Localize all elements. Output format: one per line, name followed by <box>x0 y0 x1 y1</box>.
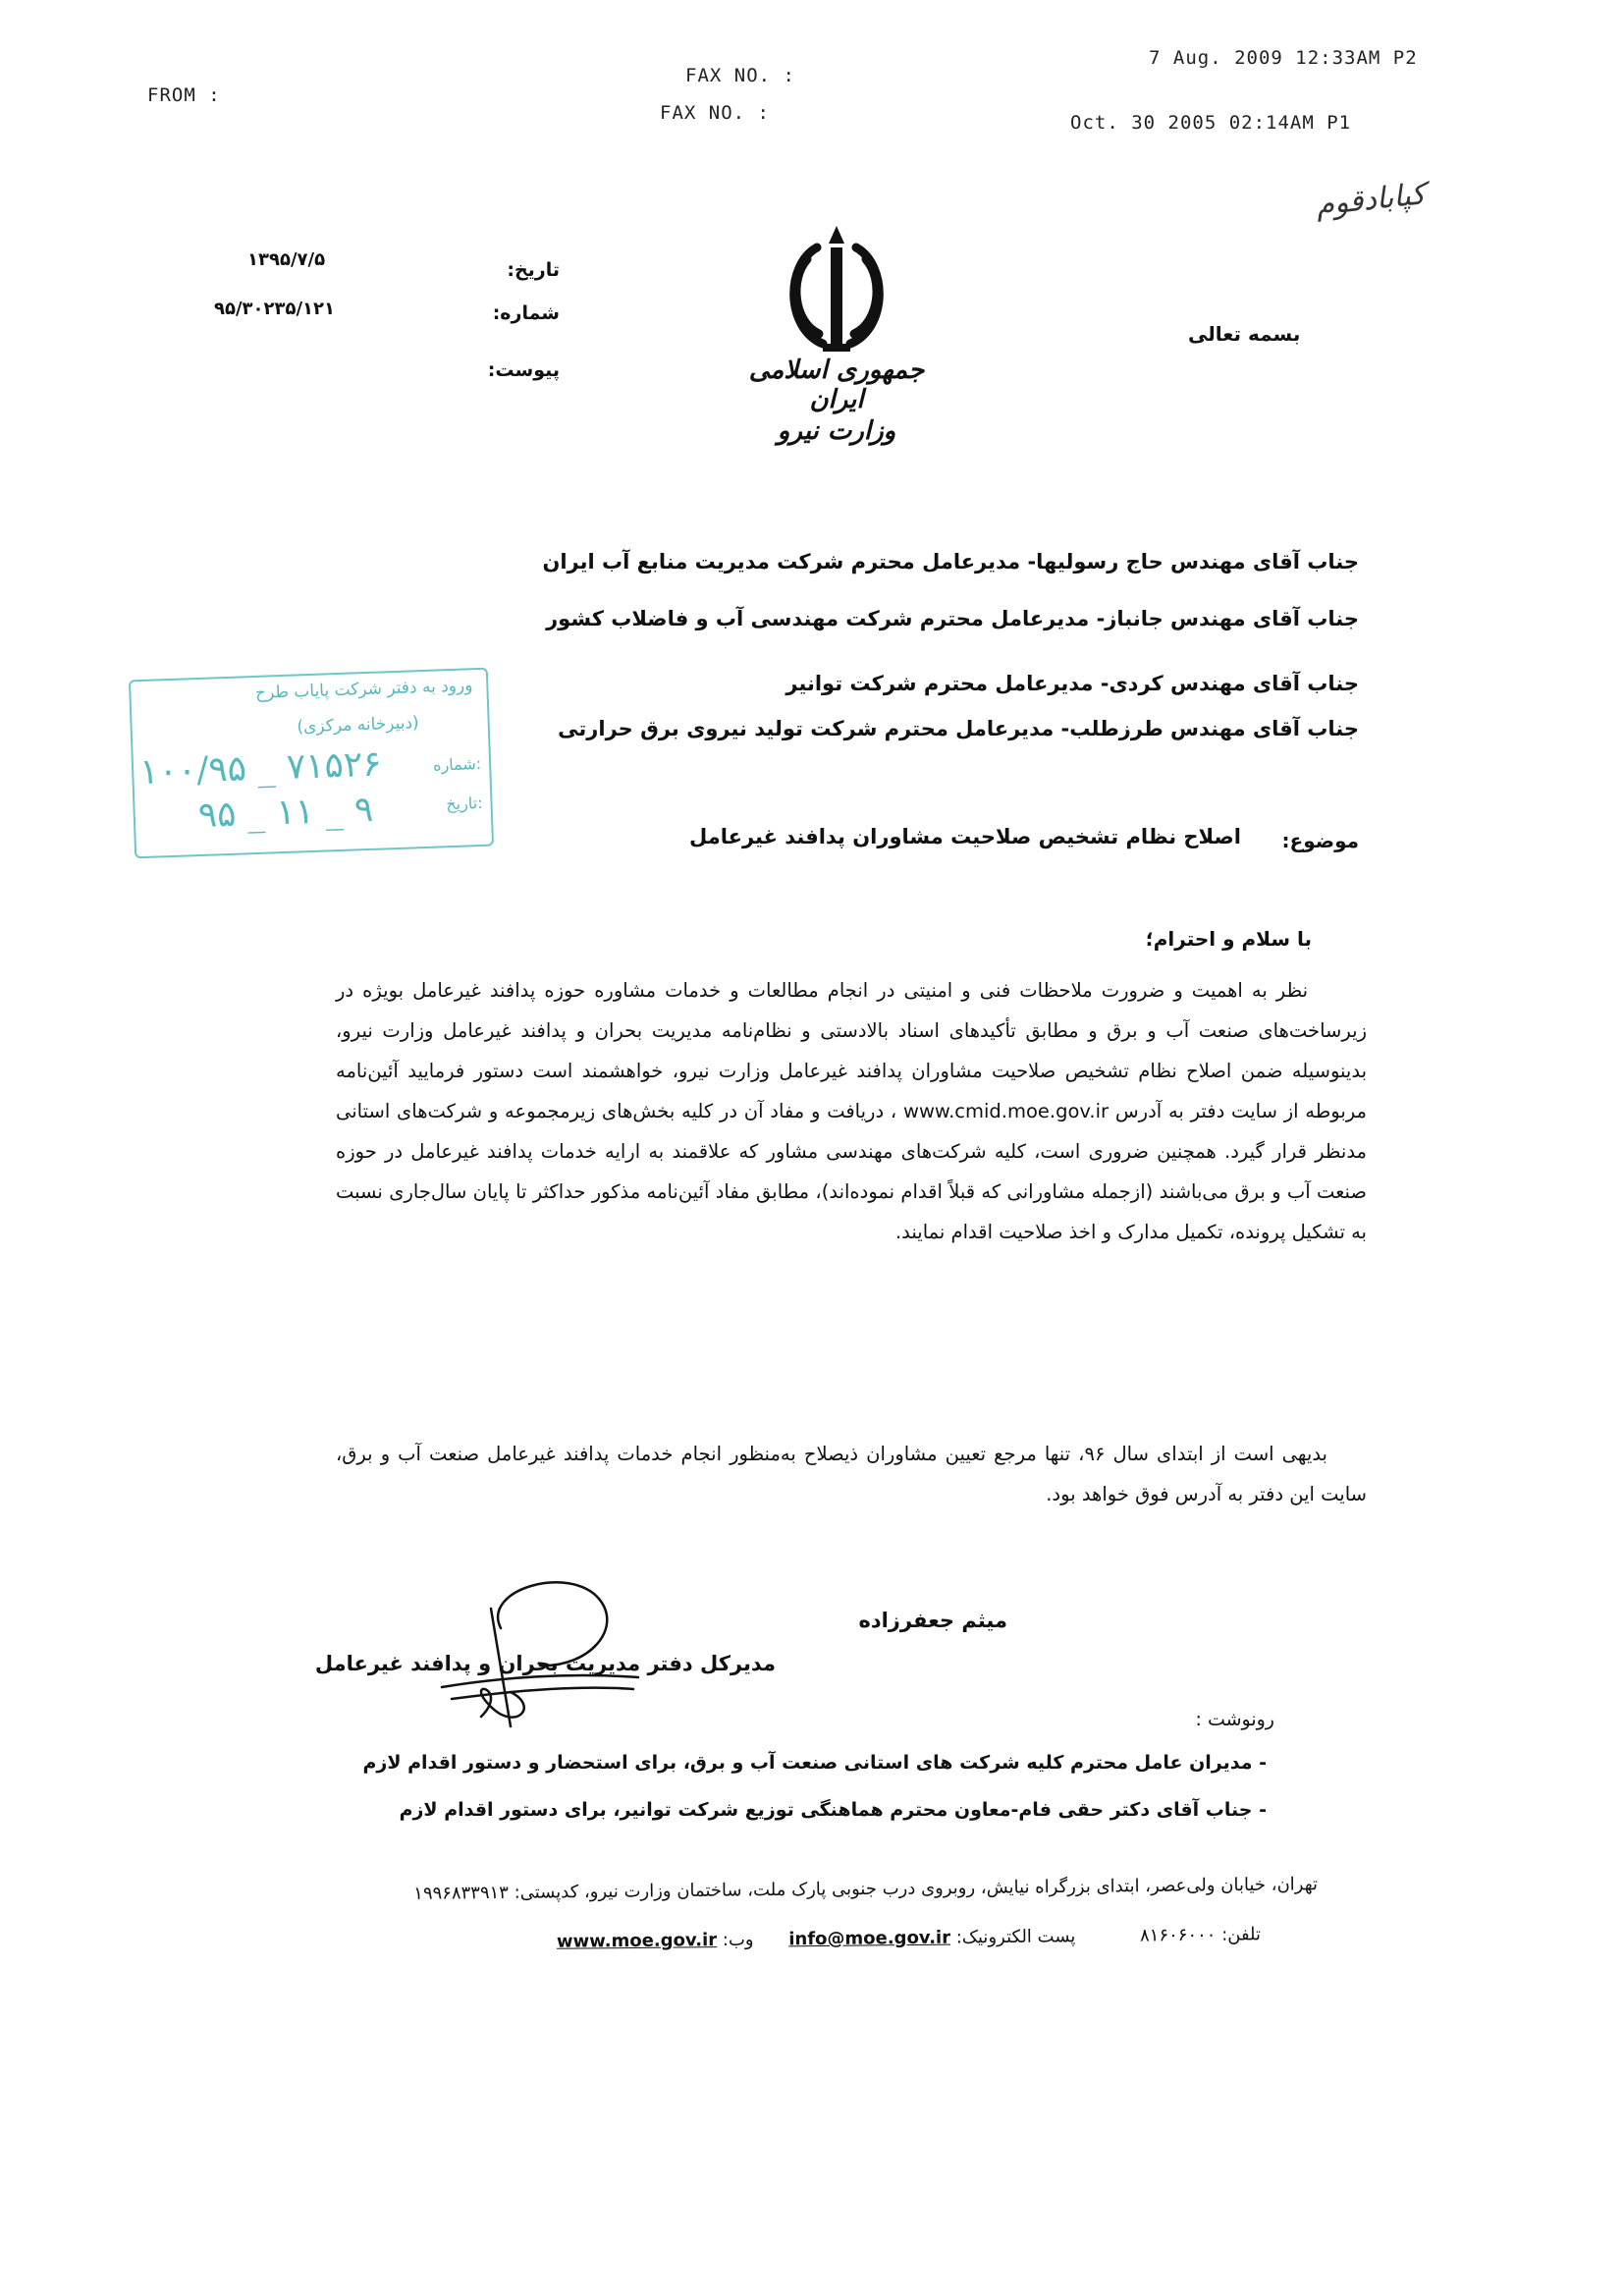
basmala: بسمه تعالی <box>1188 322 1301 346</box>
fax-from: FROM : <box>147 84 221 106</box>
number-label: شماره: <box>492 302 560 324</box>
cc-line-2: - جناب آقای دکتر حقی فام-معاون محترم هماهنگی توزیع شرکت توانیر، برای دستور اقدام لازم <box>399 1799 1267 1821</box>
body-paragraph-1: نظر به اهمیت و ضرورت ملاحظات فنی و امنیتی در انجام مطالعات و خدمات مشاوره حوزه پدافند غیرعامل بویژه در زیرساخت‌های صنعت آب و برق و مطابق تأکیدهای اسناد بالادستی و نظام‌نامه مدیریت بحران و پدافند غیرعامل وزارت نیرو، بدینوسیله ضمن اصلاح نظام تشخیص صلاحیت مشاوران پدافند غیرعامل وزارت نیرو، خواهشمند است دستور فرمایید آئین‌نامه مربوطه از سایت دفتر به آدرس www.cmid.moe.gov.ir ، دریافت و مفاد آن در کلیه بخش‌های زیرمجموعه و شرکت‌های استانی مدنظر قرار گیرد. همچنین ضروری است، کلیه شرکت‌های مهندسی مشاور که علاقمند به ارایه خدمات پدافند غیرعامل در حوزه صنعت آب و برق می‌باشند (ازجمله مشاورانی که قبلاً اقدام نموده‌اند)، مطابق مفاد آئین‌نامه مذکور حداکثر تا پایان سال‌جاری نسبت به تشکیل پرونده، تکمیل مدارک و اخذ صلاحیت اقدام نمایند. <box>336 979 1367 1243</box>
fax-timestamp-2: Oct. 30 2005 02:14AM P1 <box>1070 112 1352 134</box>
attachment-label: پیوست: <box>487 359 560 381</box>
date-label: تاریخ: <box>507 259 560 281</box>
number-value: ۹۵/۳۰۲۳۵/۱۲۱ <box>214 299 336 319</box>
footer-email-label: پست الکترونیک: <box>955 1926 1076 1948</box>
iran-emblem <box>768 218 905 369</box>
signatory-title: مدیرکل دفتر مدیریت بحران و پدافند غیرعامل <box>314 1652 776 1675</box>
cc-line-1: - مدیران عامل محترم کلیه شرکت های استانی صنعت آب و برق، برای استحضار و دستور اقدام لازم <box>362 1752 1267 1774</box>
footer-contacts <box>377 1924 1261 1953</box>
stamp-number-handwritten: ۱۰۰/۹۵ _ ۷۱۵۲۶ <box>138 743 383 793</box>
subject-label: موضوع: <box>1281 829 1359 852</box>
footer-phone: ۸۱۶۰۶۰۰۰ <box>1139 1924 1217 1946</box>
emblem-title: جمهوری اسلامی ایران <box>748 355 925 414</box>
date-value: ۱۳۹۵/۷/۵ <box>247 249 326 270</box>
body-paragraph-2: بدیهی است از ابتدای سال ۹۶، تنها مرجع تعیین مشاوران ذیصلاح به‌منظور انجام خدمات پدافند غیرعامل صنعت آب و برق، سایت این دفتر به آدرس فوق خواهد بود. <box>336 1443 1367 1505</box>
footer-address: تهران، خیابان ولی‌عصر، ابتدای بزرگراه نیایش، روبروی درب جنوبی پارک ملت، ساختمان وزارت نیرو، کدپستی: ۱۹۹۶۸۳۳۹۱۳ <box>413 1874 1319 1904</box>
handwritten-note: کپابادقوم <box>1314 177 1428 223</box>
recipient-4: جناب آقای مهندس طرزطلب- مدیرعامل محترم شرکت تولید نیروی برق حرارتی <box>558 717 1359 740</box>
stamp-line-1: ورود به دفتر شرکت پایاب طرح <box>254 676 473 703</box>
recipient-3: جناب آقای مهندس کردی- مدیرعامل محترم شرکت توانیر <box>785 672 1359 695</box>
stamp-date-label: تاریخ: <box>445 793 483 814</box>
receipt-stamp <box>129 668 494 859</box>
iran-emblem-icon <box>768 218 905 365</box>
signatory-name: میثم جعفرزاده <box>858 1609 1007 1632</box>
footer-phone-label: تلفن: <box>1221 1924 1262 1945</box>
cc-label: رونوشت : <box>1195 1709 1274 1730</box>
stamp-date-handwritten: ۹۵ _ ۱۱ _ ۹ <box>197 789 374 837</box>
fax-timestamp-1: 7 Aug. 2009 12:33AM P2 <box>1149 47 1418 69</box>
footer-email-link[interactable]: info@moe.gov.ir <box>788 1927 951 1950</box>
stamp-number-label: شماره: <box>432 753 482 775</box>
subject-text: اصلاح نظام تشخیص صلاحیت مشاوران پدافند غیرعامل <box>689 825 1241 848</box>
recipient-2: جناب آقای مهندس جانباز- مدیرعامل محترم شرکت مهندسی آب و فاضلاب کشور <box>546 607 1359 630</box>
recipient-1: جناب آقای مهندس حاج رسولیها- مدیرعامل محترم شرکت مدیریت منابع آب ایران <box>542 550 1359 574</box>
footer-web-label: وب: <box>722 1929 754 1951</box>
fax-number-top: FAX NO. : <box>685 65 795 86</box>
fax-number-second: FAX NO. : <box>660 102 770 124</box>
footer-web-link[interactable]: www.moe.gov.ir <box>556 1930 718 1952</box>
ministry-name: وزارت نیرو <box>777 416 896 446</box>
stamp-line-2: (دبیرخانه مرکزی) <box>297 713 419 738</box>
greeting: با سلام و احترام؛ <box>1145 927 1312 951</box>
